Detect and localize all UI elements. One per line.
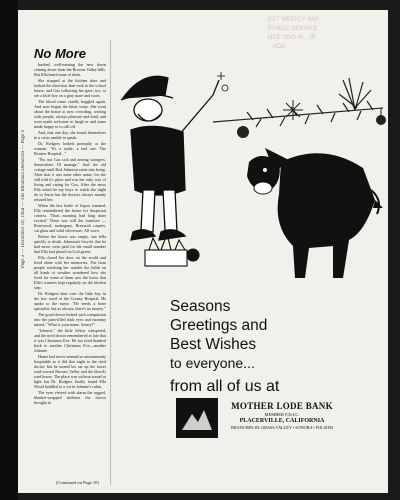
story-paragraph: The good doctor looked with compassion into the pain-filled dark eyes and mommy mined, "What is your name, Sonny?" — [34, 312, 106, 327]
bank-name: MOTHER LODE BANK — [231, 401, 333, 411]
ornament-ball — [376, 115, 386, 125]
ornament-ball — [237, 126, 249, 138]
book-binding — [0, 0, 18, 500]
greeting-line: to everyone... — [170, 355, 255, 371]
story-paragraph: And, that one day, she found themselves in a crisis unable to speak. — [34, 130, 106, 140]
story-paragraph: Dr. Rodgers bent over the little boy in the low ward of the County Hospital. He spoke to the nurse. "He needs a bone specialist, but as always, there's no money." — [34, 291, 106, 311]
bank-logo — [176, 398, 218, 438]
story-paragraph: She stopped at the kitchen door and looked the direction Jane took to the school house, and Gus following her gaze, too, to see a little boy on a gray mare and worn. — [34, 78, 106, 98]
greeting-message — [170, 297, 279, 396]
story-paragraph: The blood came cruelly boggled again. And now began the bitter irony. She went about the house at now crowding, waiting with people, always pleasure and kind, and were made welcome to laugh or and some made happy or to call off. — [34, 99, 106, 129]
bank-member: MEMBER F.D.I.C. — [264, 412, 300, 417]
story-headline: No More — [34, 46, 86, 61]
newspaper-page — [18, 10, 388, 493]
story-paragraph: Before the house was empty, one fella quickly to death. Johnston's bicycle that he had never went paid for the small number that Ella had placed on God gaven. — [34, 234, 106, 254]
mountain-logo-icon — [176, 398, 218, 438]
story-paragraph: bushed, well-earning the new down coming down from the Browns Valley hills. But Ella heard none of them. — [34, 62, 106, 77]
greeting-line: Best Wishes — [170, 336, 257, 353]
star-ornament — [283, 100, 303, 120]
story-paragraph: The eyes viewed with alarm the ragged, blanket-wrapped skeleton the doctor brought in — [34, 390, 106, 405]
story-paragraph: When the last bottle of liquor warmed, Ella remembered the house for Suspicion context. 'Thats morning bad long done excited.' There was still the furniture — Rosewood, mahogany, Bravarah carpets, cut glass and solid silverware. All worn. — [34, 203, 106, 233]
story-paragraph: Ella closed her door on the world and lived alone with her memories. The farm people watching her wander the fields on all kinds of weather wondered how she lived for some of them saw the horse that Ella's trustees kept regularly on the kitchen step. — [34, 255, 106, 290]
bleed-through-text: EXT WEEKLY PAP... PUBLIC SERVICE NCE ONG W... IR ...ADE — [268, 17, 324, 50]
greeting-line: Greetings and — [170, 317, 268, 334]
story-paragraph: Dr. Rodgers looked promptly at the woman. "It's a smile, a bad one. The Pioneer Hospital..." — [34, 141, 106, 156]
story-paragraph: "Johnnie," the little fellow whispered, and the tired doctor remembered at fate that it was Christmas Eve. He too tired thanked back to another Christmas Eve—another Johnnie. — [34, 328, 106, 353]
greeting-line: from all of us at — [170, 378, 280, 395]
bank-city: PLACERVILLE, CALIFORNIA — [239, 418, 325, 424]
christmas-illustration — [113, 50, 388, 300]
story-column — [34, 62, 106, 406]
greeting-line: Seasons — [170, 298, 231, 315]
page-folio: Page 2 — December 18, 1964 — The Mountain Democrat — Page 9 — [21, 130, 26, 269]
story-paragraph: Home had never seemed so uncommonly hospitable as it did that night to the tired doctor, but he turned his car up the lower road toward Browns Valley and the blood's road house. The place was without sound or light but Dr. Rodgers finally found Ella Wood huddled to a cot in Johnnie's cabin. — [34, 354, 107, 389]
story-paragraph: "No, not Gus sick and among strangers. Somewhere I'll manage." And the old cottage until Rod Johnston came into being. After that it was none other name, for she still told it's place and was her only way of living and caring for Gus. After the news Ella asked he say boys to watch the night do to Jessie but the doctors always mainly refused her. — [34, 157, 106, 202]
toy-basket — [145, 234, 199, 266]
bank-signature — [222, 401, 342, 430]
pine-garland — [213, 78, 383, 127]
column-rule — [110, 40, 111, 485]
elf-figure — [121, 76, 219, 240]
donkey-figure — [247, 148, 383, 278]
bank-branches: BRANCHES IN: GRASS VALLEY • SONORA • FOLSOM — [231, 425, 333, 430]
continued-note: (Continued on Page 10) — [56, 480, 99, 485]
